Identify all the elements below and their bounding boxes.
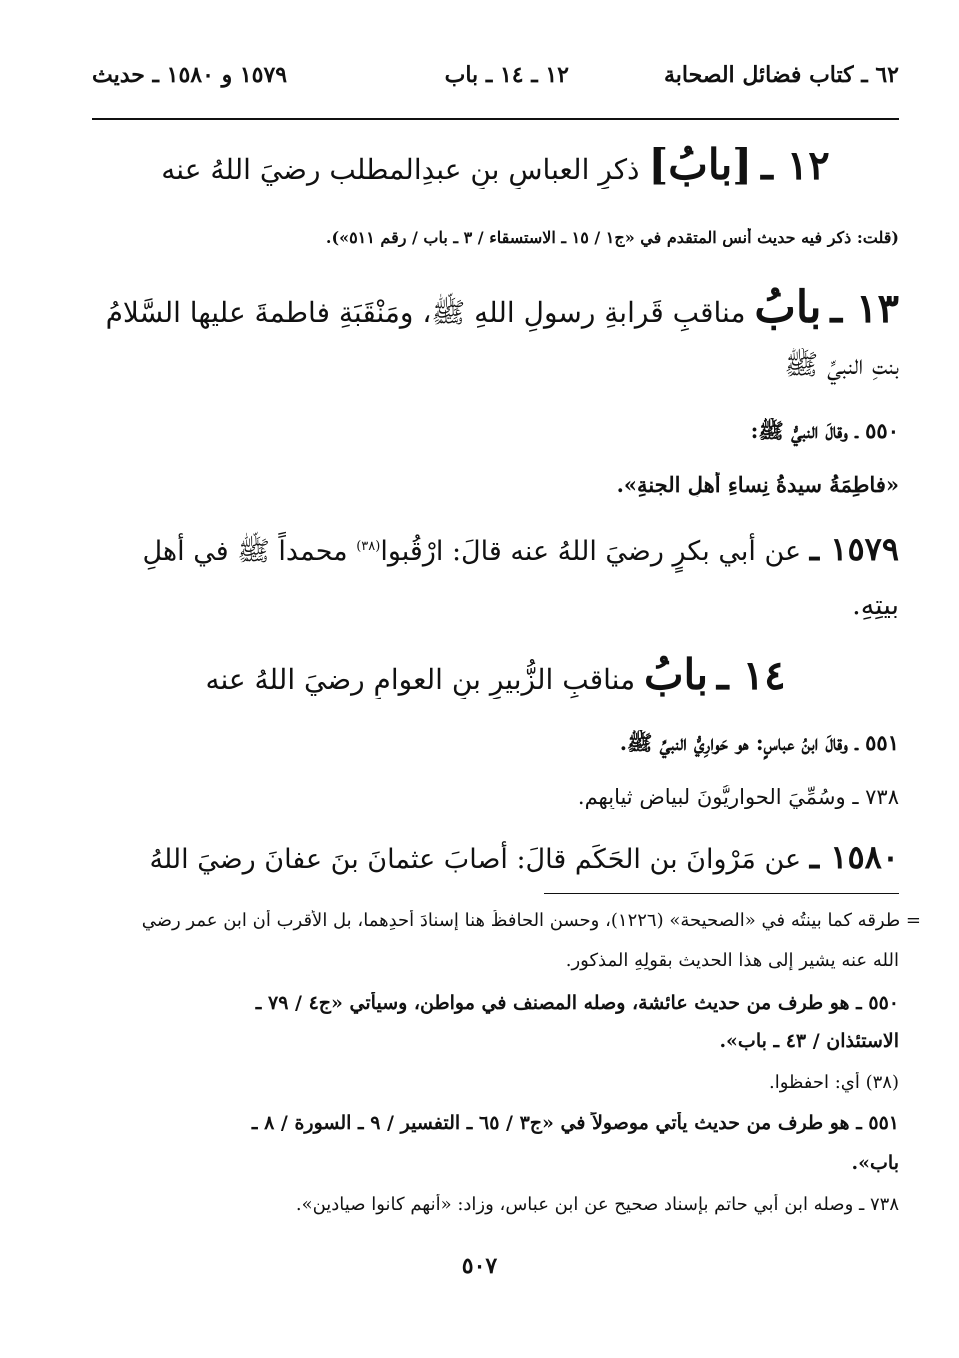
chapter-13-number: ١٣ ـ (830, 285, 899, 332)
chapter-12-heading (92, 140, 899, 189)
footnote-continuation-line2: الله عنه يشير إلى هذا الحديث بقولِهِ المذكور. (565, 950, 899, 971)
footnote-ref-38: (٣٨) (356, 539, 381, 554)
hadith-1580 (92, 838, 899, 876)
header-hadith-range: ١٥٧٩ و ١٥٨٠ ـ حديث (92, 62, 288, 88)
header-chapter-range: ١٢ ـ ١٤ ـ باب (444, 62, 569, 88)
footnote-550-line1: ٥٥٠ ـ هو طرف من حديث عائشة، وصله المصنف في مواطن، وسيأتي «ج٤ / ٧٩ ـ (255, 992, 899, 1014)
chapter-12-note: (قلت: ذكر فيه حديث أنس المتقدم في «ج١ / ١٥ ـ الاستسقاء / ٣ ـ باب / رقم ٥١١»). (325, 228, 899, 247)
hadith-1580-number: ١٥٨٠ ـ (809, 838, 899, 876)
hadith-1579 (92, 530, 899, 574)
chapter-13-heading (92, 282, 899, 336)
footnote-551-line1: ٥٥١ ـ هو طرف من حديث يأتي موصولاً في «ج٣ / ٦٥ ـ التفسير / ٩ ـ السورة / ٨ ـ (251, 1112, 899, 1134)
page-number: ٥٠٧ (461, 1253, 498, 1279)
item-738: ٧٣٨ ـ وسُمِّيَ الحوارِيُّونَ لبياضِ ثيابِهِم. (577, 785, 899, 809)
header-rule (92, 118, 899, 120)
hadith-1579-number: ١٥٧٩ ـ (809, 530, 899, 568)
hadith-1579-line2: بيتِهِ. (852, 590, 899, 621)
item-551: ٥٥١ ـ وقالَ ابنُ عباسٍ: هو حَوارِيُّ النبيِّ ﷺ. (619, 730, 899, 755)
footnote-continuation-line1: = طرقه كما بينتُه في «الصحيحة» (١٢٢٦)، وحسن الحافظُ هنا إسنادَ أحدِهما، بل الأقرب أن ابن عمر رضي (141, 910, 921, 931)
chapter-12-title: ذكرِ العباسِ بنِ عبدِالمطلب رضيَ اللهُ عنه (161, 153, 640, 186)
footnote-738: ٧٣٨ ـ وصله ابن أبي حاتم بإسناد صحيح عن ابن عباس، وزاد: «أنهم كانوا صيادين». (295, 1194, 899, 1215)
footnote-550-line2: الاستئذان / ٤٣ ـ باب». (719, 1030, 899, 1052)
footnote-38: (٣٨) أي: احفظوا. (768, 1072, 899, 1093)
running-header (92, 62, 899, 102)
chapter-14-heading (92, 650, 899, 699)
chapter-12-number: ١٢ ـ (761, 142, 830, 189)
chapter-13-title-line1: مناقبِ قَرابةِ رسولِ اللهِ ﷺ، ومَنْقَبَةِ فاطمةَ عليها السَّلامُ (105, 296, 746, 329)
footnote-551-line2: باب». (851, 1152, 899, 1174)
item-550-intro: ٥٥٠ ـ وقالَ النبيُّ ﷺ: (750, 418, 899, 443)
chapter-14-word: بابُ (643, 650, 709, 699)
chapter-14-number: ١٤ ـ (716, 652, 786, 699)
hadith-1579-text-b: محمداً ﷺ في أهلِ (142, 536, 348, 567)
hadith-1579-text-a: عن أبي بكرٍ رضيَ اللهُ عنه قالَ: ارْقُبوا (380, 536, 802, 567)
hadith-1580-text: عن مَرْوانَ بنِ الحَكَمِ قالَ: أصابَ عثمانَ بنَ عفانَ رضيَ اللهُ (149, 844, 802, 875)
chapter-13-word: بابُ (754, 282, 822, 333)
item-550-quote: «فاطِمَةُ سيدةُ نِساءِ أهلِ الجنةِ». (616, 472, 899, 497)
chapter-13-title-line2: بنتِ النبيِّ ﷺ (784, 348, 899, 381)
header-book-title: ٦٢ ـ كتاب فضائل الصحابة (663, 62, 899, 88)
chapter-12-word: [بابُ] (648, 140, 753, 189)
chapter-14-title: مناقبِ الزُّبيرِ بنِ العوامِ رضيَ اللهُ عنه (205, 663, 636, 696)
footnote-rule (544, 893, 899, 894)
